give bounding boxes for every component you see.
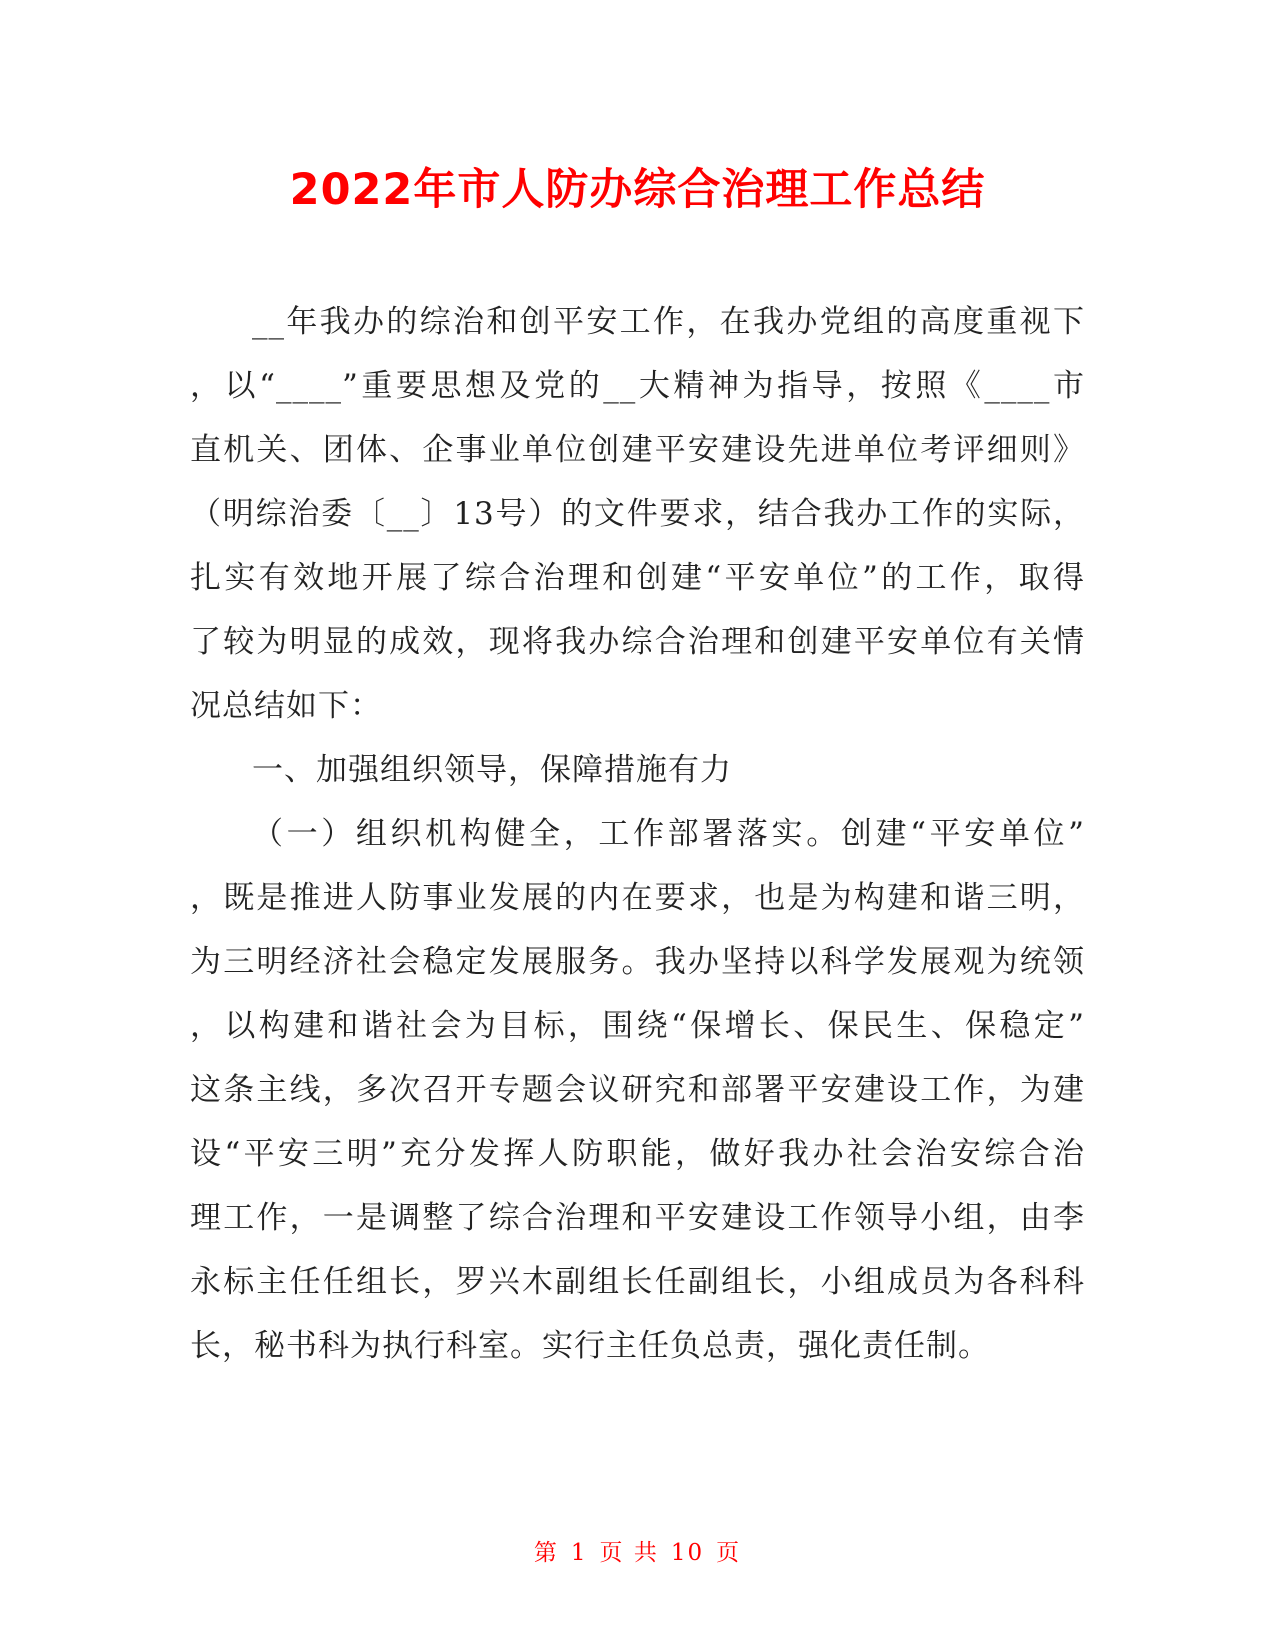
paragraph-line: （明综治委〔__〕13号）的文件要求，结合我办工作的实际， bbox=[190, 496, 1085, 532]
footer-page-number: 1 bbox=[570, 1540, 588, 1566]
footer-page-total: 10 bbox=[670, 1540, 705, 1566]
page-title: 2022年市人防办综合治理工作总结 bbox=[289, 165, 986, 215]
paragraph-line: 长，秘书科为执行科室。实行主任负总责，强化责任制。 bbox=[190, 1328, 990, 1364]
section-heading: 一、加强组织领导，保障措施有力 bbox=[252, 752, 732, 788]
paragraph-line: 理工作，一是调整了综合治理和平安建设工作领导小组，由李 bbox=[190, 1200, 1085, 1236]
paragraph-line: 这条主线，多次召开专题会议研究和部署平安建设工作，为建 bbox=[190, 1072, 1085, 1108]
footer-page-suffix: 页 bbox=[716, 1540, 742, 1566]
paragraph-line: （一）组织机构健全，工作部署落实。创建“平安单位” bbox=[252, 816, 1085, 852]
paragraph-line: 况总结如下： bbox=[190, 688, 382, 724]
paragraph-line: 扎实有效地开展了综合治理和创建“平安单位”的工作，取得 bbox=[190, 560, 1085, 596]
footer-page-prefix: 第 bbox=[533, 1540, 559, 1566]
paragraph-line: ，既是推进人防事业发展的内在要求，也是为构建和谐三明， bbox=[190, 880, 1085, 916]
document-body bbox=[190, 290, 1085, 1378]
paragraph-line: 为三明经济社会稳定发展服务。我办坚持以科学发展观为统领 bbox=[190, 944, 1085, 980]
paragraph-line: 永标主任任组长，罗兴木副组长任副组长，小组成员为各科科 bbox=[190, 1264, 1085, 1300]
paragraph-line: __年我办的综治和创平安工作，在我办党组的高度重视下 bbox=[252, 304, 1085, 340]
paragraph-line: ，以构建和谐社会为目标，围绕“保增长、保民生、保稳定” bbox=[190, 1008, 1085, 1044]
paragraph-line: ，以“____”重要思想及党的__大精神为指导，按照《____市 bbox=[190, 368, 1085, 404]
paragraph-line: 设“平安三明”充分发挥人防职能，做好我办社会治安综合治 bbox=[190, 1136, 1085, 1172]
paragraph-line: 直机关、团体、企事业单位创建平安建设先进单位考评细则》 bbox=[190, 432, 1085, 468]
page-footer bbox=[0, 1538, 1275, 1568]
footer-page-mid: 页 共 bbox=[599, 1540, 659, 1566]
paragraph-line: 了较为明显的成效，现将我办综合治理和创建平安单位有关情 bbox=[190, 624, 1085, 660]
